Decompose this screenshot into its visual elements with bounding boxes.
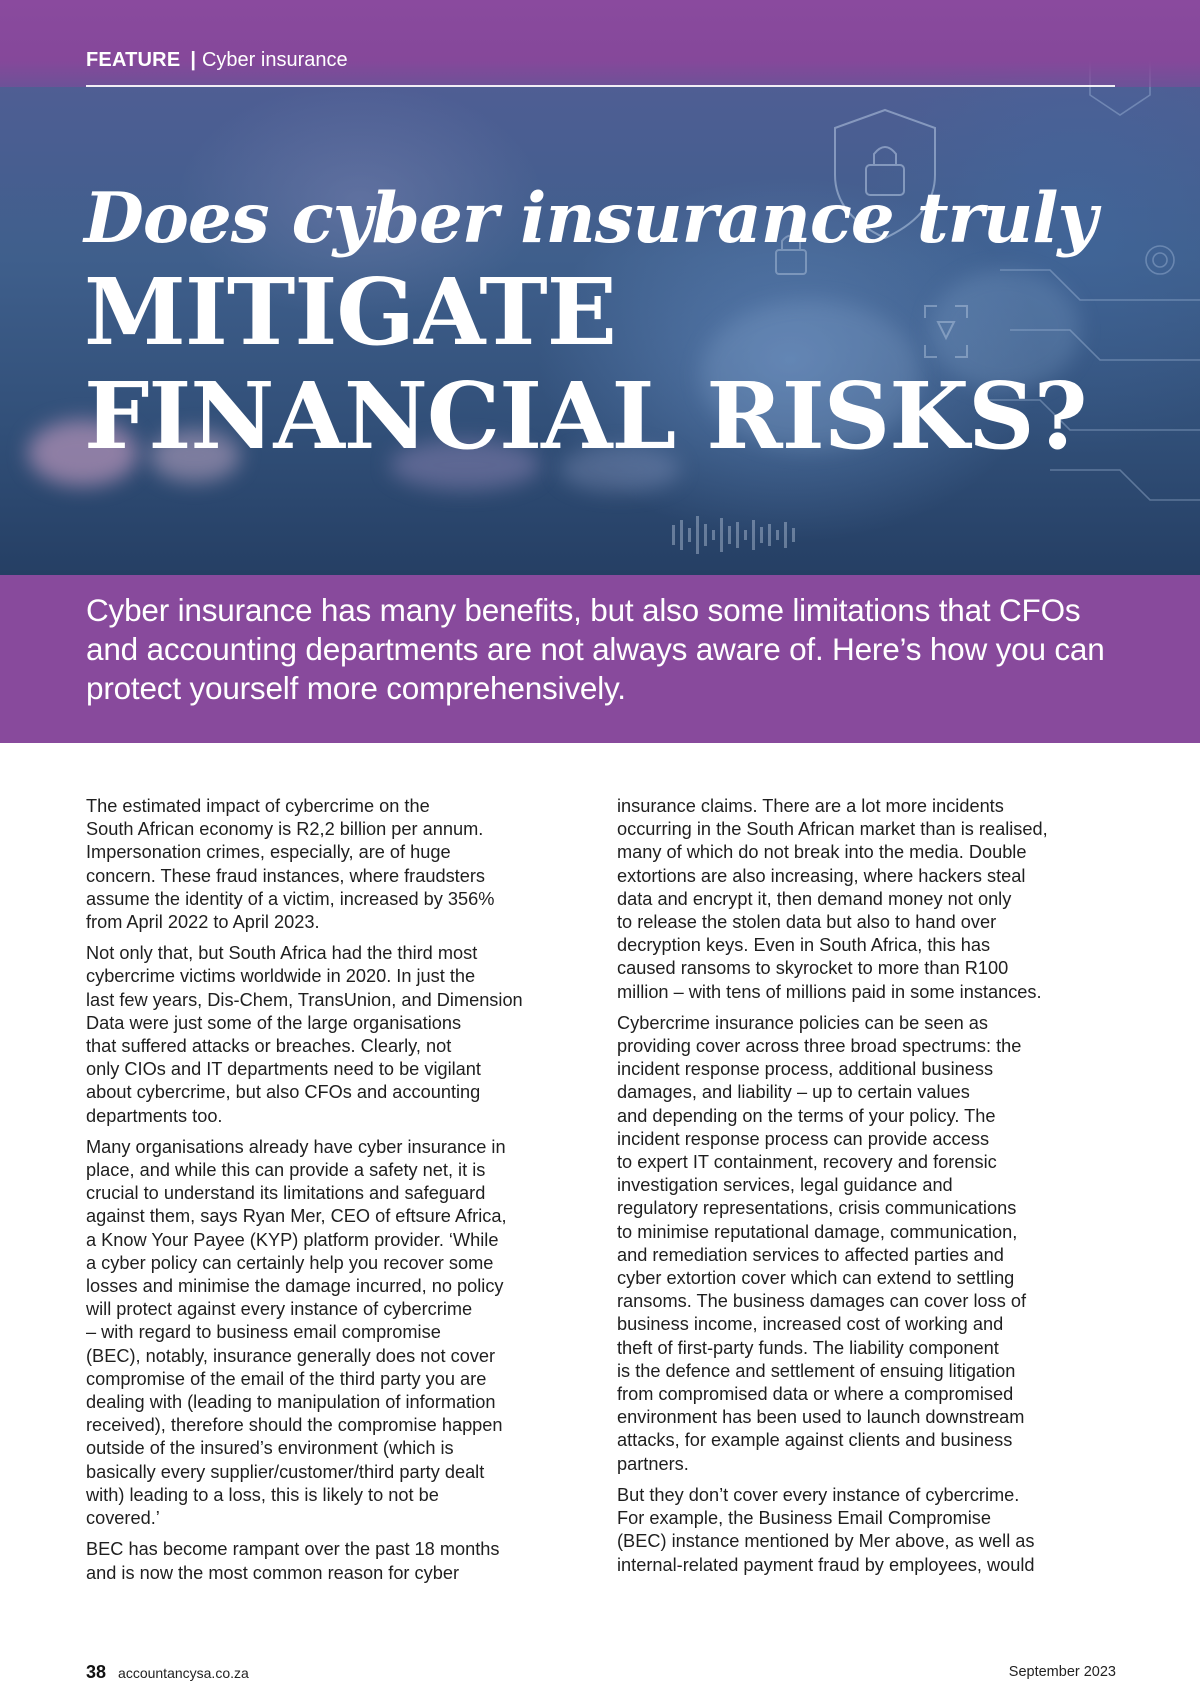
body-text-line: assume the identity of a victim, increased by 356% <box>86 888 495 909</box>
body-text-line: many of which do not break into the media. Double <box>617 842 1027 863</box>
body-paragraph <box>617 1012 1137 1476</box>
headline-line-3: FINANCIAL RISKS? <box>84 362 1087 470</box>
body-paragraph <box>617 795 1137 1004</box>
body-text-line: will protect against every instance of cybercrime <box>86 1299 473 1320</box>
body-text-line: (BEC) instance mentioned by Mer above, as well as <box>617 1531 1035 1552</box>
body-text-line: investigation services, legal guidance and <box>617 1175 953 1196</box>
body-text-line: internal-related payment fraud by employees, would <box>617 1554 1035 1575</box>
body-text-line: Impersonation crimes, especially, are of huge <box>86 842 451 863</box>
body-text-line: concern. These fraud instances, where fraudsters <box>86 865 485 886</box>
body-text-line: about cybercrime, but also CFOs and accounting <box>86 1082 481 1103</box>
body-text-line: outside of the insured’s environment (which is <box>86 1438 454 1459</box>
body-column-left <box>86 795 596 1593</box>
focus-brackets-icon <box>925 306 967 357</box>
body-text-line: (BEC), notably, insurance generally does not cover <box>86 1345 496 1366</box>
body-column-right <box>617 795 1137 1585</box>
body-text-line: Data were just some of the large organisations <box>86 1012 462 1033</box>
body-text-line: covered.’ <box>86 1508 160 1529</box>
body-text-line: place, and while this can provide a safety net, it is <box>86 1160 486 1181</box>
body-text-line: last few years, Dis-Chem, TransUnion, and Dimension <box>86 989 523 1010</box>
standfirst-band <box>0 575 1200 743</box>
body-text-line: regulatory representations, crisis communications <box>617 1198 1017 1219</box>
body-text-line: environment has been used to launch downstream <box>617 1407 1025 1428</box>
body-text-line: from compromised data or where a compromised <box>617 1384 1014 1405</box>
body-text-line: from April 2022 to April 2023. <box>86 912 320 933</box>
body-text-line: – with regard to business email compromise <box>86 1322 441 1343</box>
page-number: 38 <box>86 1662 107 1682</box>
body-text-line: dealing with (leading to manipulation of information <box>86 1392 496 1413</box>
body-text-line: incident response process, additional business <box>617 1059 994 1080</box>
body-paragraph <box>86 942 596 1128</box>
body-text-line: million – with tens of millions paid in some instances. <box>617 981 1042 1002</box>
body-text-line: to minimise reputational damage, communication, <box>617 1221 1018 1242</box>
hero-banner <box>0 0 1200 575</box>
body-text-line: only CIOs and IT departments need to be vigilant <box>86 1059 481 1080</box>
body-text-line: incident response process can provide access <box>617 1128 990 1149</box>
body-text-line: Not only that, but South Africa had the third most <box>86 943 478 964</box>
header-separator: | <box>190 48 196 71</box>
body-paragraph <box>86 1136 596 1530</box>
body-text-line: Many organisations already have cyber insurance in <box>86 1136 506 1157</box>
body-paragraph <box>617 1484 1137 1577</box>
body-text-line: compromise of the email of the third party you are <box>86 1368 487 1389</box>
section-label: FEATURE <box>86 48 181 71</box>
body-text-line: partners. <box>617 1453 689 1474</box>
body-text-line: For example, the Business Email Compromise <box>617 1508 991 1529</box>
body-text-line: Cybercrime insurance policies can be seen as <box>617 1012 989 1033</box>
body-text-line: providing cover across three broad spectrums: the <box>617 1036 1022 1057</box>
body-text-line: against them, says Ryan Mer, CEO of eftsure Africa, <box>86 1206 507 1227</box>
body-text-line: South African economy is R2,2 billion per annum. <box>86 819 484 840</box>
body-text-line: occurring in the South African market than is realised, <box>617 819 1048 840</box>
body-text-line: insurance claims. There are a lot more incidents <box>617 796 1004 816</box>
headline-line-2: MITIGATE <box>84 258 616 366</box>
body-text-line: with) leading to a loss, this is likely to not be <box>86 1484 439 1505</box>
body-text-line: data and encrypt it, then demand money not only <box>617 888 1012 909</box>
body-text-line: decryption keys. Even in South Africa, this has <box>617 935 991 956</box>
headline-line-1: Does cyber insurance truly <box>84 178 1097 259</box>
footer-left <box>86 1662 249 1683</box>
footer-website: accountancysa.co.za <box>118 1665 249 1681</box>
body-text-line: extortions are also increasing, where hackers steal <box>617 865 1026 886</box>
body-text-line: and remediation services to affected parties and <box>617 1244 1004 1265</box>
body-text-line: theft of first-party funds. The liability component <box>617 1337 999 1358</box>
body-text-line: departments too. <box>86 1105 223 1126</box>
body-paragraph <box>86 1538 596 1584</box>
body-text-line: BEC has become rampant over the past 18 months <box>86 1539 500 1560</box>
body-text-line: damages, and liability – up to certain values <box>617 1082 970 1103</box>
body-text-line: received), therefore should the compromise happen <box>86 1415 503 1436</box>
body-text-line: basically every supplier/customer/third party dealt <box>86 1461 485 1482</box>
body-text-line: caused ransoms to skyrocket to more than R100 <box>617 958 1009 979</box>
body-text-line: cyber extortion cover which can extend to settling <box>617 1268 1015 1289</box>
body-text-line: business income, increased cost of working and <box>617 1314 1004 1335</box>
body-text-line: that suffered attacks or breaches. Clearly, not <box>86 1036 452 1057</box>
body-text-line: and is now the most common reason for cyber <box>86 1562 460 1583</box>
body-text-line: and depending on the terms of your policy. The <box>617 1105 996 1126</box>
header-divider <box>86 85 1115 87</box>
body-text-line: attacks, for example against clients and business <box>617 1430 1013 1451</box>
section-topic: Cyber insurance <box>201 48 348 71</box>
section-header <box>86 46 348 74</box>
body-text-line: to expert IT containment, recovery and forensic <box>617 1152 997 1173</box>
body-text-line: But they don’t cover every instance of cybercrime. <box>617 1484 1020 1505</box>
footer-date: September 2023 <box>1008 1664 1116 1680</box>
body-text-line: crucial to understand its limitations and safeguard <box>86 1183 486 1204</box>
body-text-line: to release the stolen data but also to hand over <box>617 912 997 933</box>
body-text-line: a cyber policy can certainly help you recover some <box>86 1252 494 1273</box>
waveform-icon <box>672 516 795 554</box>
body-text-line: cybercrime victims worldwide in 2020. In just the <box>86 966 476 987</box>
body-text-line: losses and minimise the damage incurred, no policy <box>86 1276 504 1297</box>
body-text-line: The estimated impact of cybercrime on the <box>86 796 430 816</box>
body-text-line: a Know Your Payee (KYP) platform provider. ‘While <box>86 1229 499 1250</box>
standfirst: Cyber insurance has many benefits, but also some limitations that CFOs and accounting departments are not always aware of. Here’s how you can protect yourself more comprehensively. <box>86 592 1105 706</box>
body-text-line: ransoms. The business damages can cover loss of <box>617 1291 1027 1312</box>
body-paragraph <box>86 795 596 934</box>
body-text-line: is the defence and settlement of ensuing litigation <box>617 1360 1016 1381</box>
